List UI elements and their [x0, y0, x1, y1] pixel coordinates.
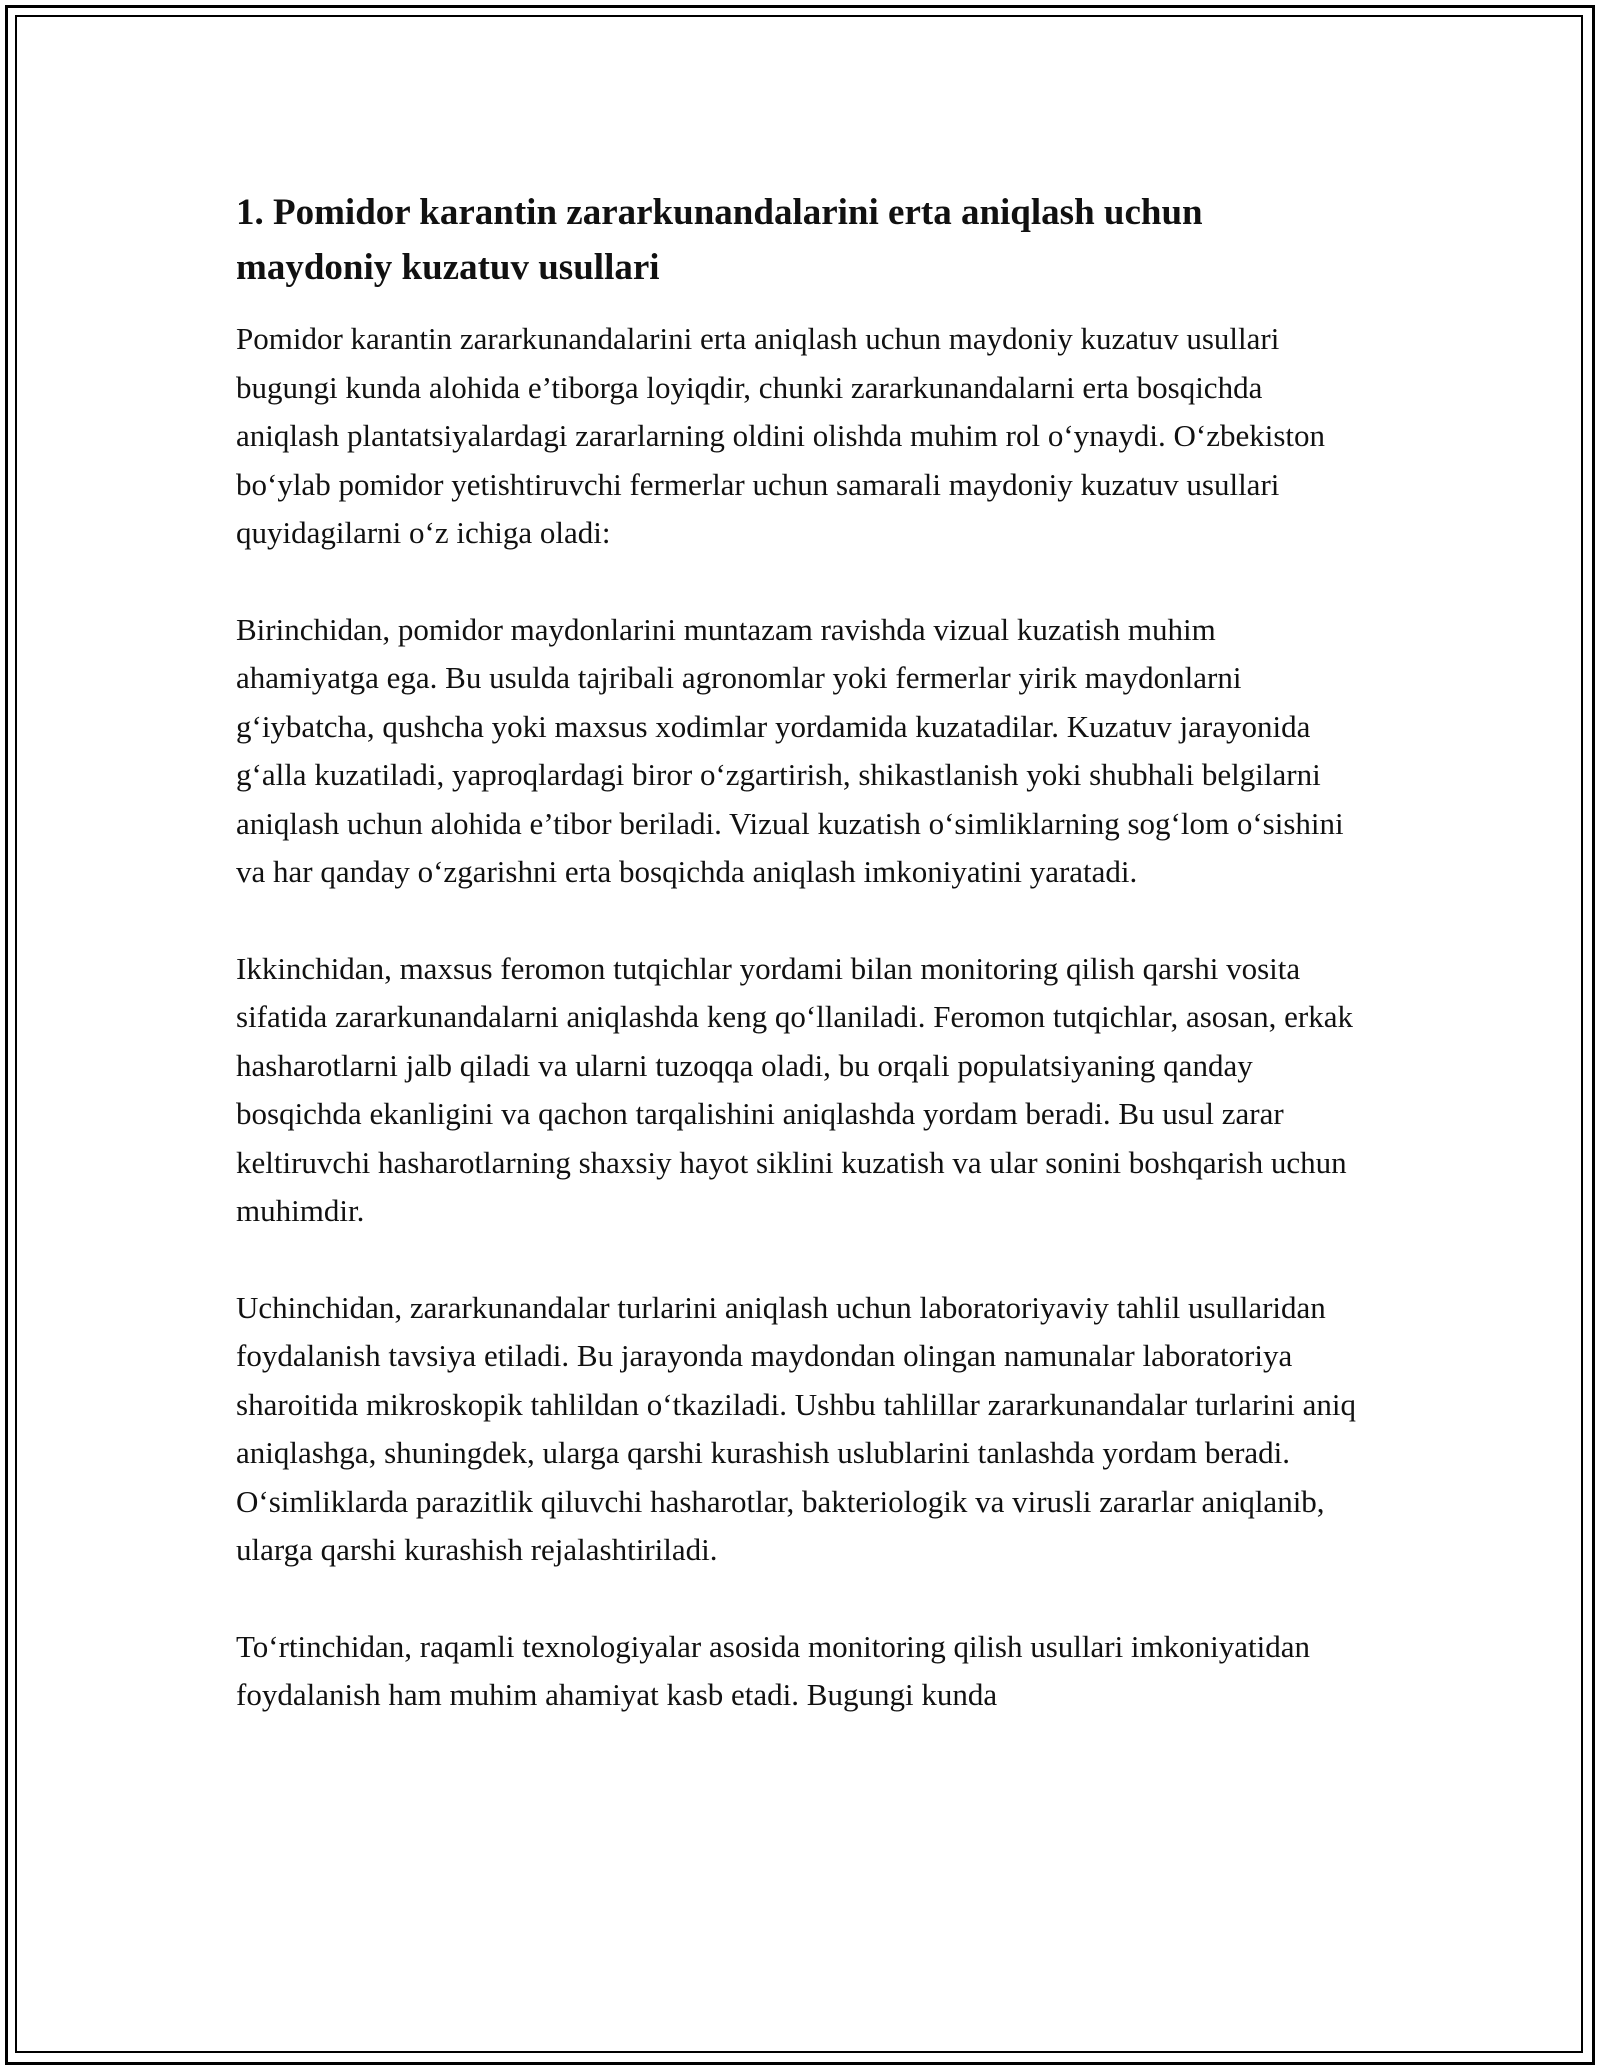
- paragraph-third: Uchinchidan, zararkunandalar turlarini aniqlash uchun laboratoriyaviy tahlil usullaridan foydalanish tavsiya etiladi. Bu jarayonda maydondan olingan namunalar laboratoriya sharoitida mikroskopik tahlildan o‘tkaziladi. Ushbu tahlillar zararkunandalar turlarini aniq aniqlashga, shuningdek, ularga qarshi kurashish uslublarini tanlashda yordam beradi. O‘simliklarda parazitlik qiluvchi hasharotlar, bakteriologik va virusli zararlar aniqlanib, ularga qarshi kurashish rejalashtiriladi.: [236, 1289, 1356, 1567]
- paragraph-fourth: To‘rtinchidan, raqamli texnologiyalar asosida monitoring qilish usullari imkoniyatidan foydalanish ham muhim ahamiyat kasb etadi. Bugungi kunda: [236, 1628, 1311, 1712]
- paragraph-first: Birinchidan, pomidor maydonlarini muntazam ravishda vizual kuzatish muhim ahamiyatga ega. Bu usulda tajribali agronomlar yoki fermerlar yirik maydonlarni g‘iybatcha, qushcha yoki maxsus xodimlar yordamida kuzatadilar. Kuzatuv jarayonida g‘alla kuzatiladi, yaproqlardagi biror o‘zgartirish, shikastlanish yoki shubhali belgilarni aniqlash uchun alohida e’tibor beriladi. Vizual kuzatish o‘simliklarning sog‘lom o‘sishini va har qanday o‘zgarishni erta bosqichda aniqlash imkoniyatini yaratadi.: [236, 611, 1344, 889]
- paragraph-intro: Pomidor karantin zararkunandalarini erta aniqlash uchun maydoniy kuzatuv usullari bugungi kunda alohida e’tiborga loyiqdir, chunki zararkunandalarni erta bosqichda aniqlash plantatsiyalardagi zararlarning oldini olishda muhim rol o‘ynaydi. O‘zbekiston bo‘ylab pomidor yetishtiruvchi fermerlar uchun samarali maydoniy kuzatuv usullari quyidagilarni o‘z ichiga oladi:: [236, 321, 1326, 550]
- document-body: [236, 185, 1366, 1768]
- section-heading: 1. Pomidor karantin zararkunandalarini erta aniqlash uchun maydoniy kuzatuv usullari: [236, 192, 1203, 288]
- paragraph-second: Ikkinchidan, maxsus feromon tutqichlar yordami bilan monitoring qilish qarshi vosita sifatida zararkunandalarni aniqlashda keng qo‘llaniladi. Feromon tutqichlar, asosan, erkak hasharotlarni jalb qiladi va ularni tuzoqqa oladi, bu orqali populatsiyaning qanday bosqichda ekanligini va qachon tarqalishini aniqlashda yordam beradi. Bu usul zarar keltiruvchi hasharotlarning shaxsiy hayot siklini kuzatish va ular sonini boshqarish uchun muhimdir.: [236, 950, 1353, 1228]
